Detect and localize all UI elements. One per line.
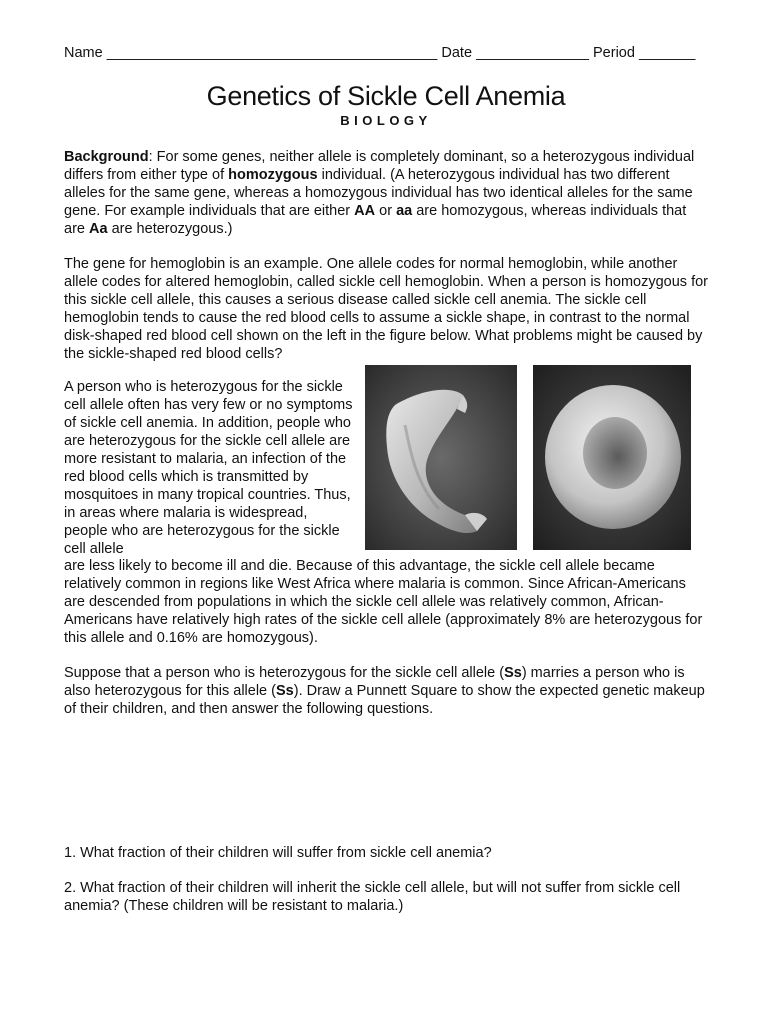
- genotype-aa: aa: [396, 203, 413, 219]
- punnett-instructions: [64, 664, 708, 718]
- genotype-AA: AA: [354, 203, 376, 219]
- date-label: Date: [441, 45, 473, 61]
- background-text: individual. (A heterozygous individual has two different alleles for the same gene, whereas a homozygous individual has two identical alleles for the same gene. For example individuals that are either: [64, 167, 693, 219]
- instruction-text: ). Draw a Punnett Square to show the expected genetic makeup of their children, and then answer the following questions.: [64, 683, 705, 717]
- date-blank: ______________: [476, 45, 589, 61]
- instruction-text: Suppose that a person who is heterozygous for the sickle cell allele (: [64, 665, 505, 681]
- student-info-line: [64, 45, 708, 61]
- background-text: are heterozygous.): [107, 221, 233, 237]
- period-label: Period: [593, 45, 635, 61]
- question-2: 2. What fraction of their children will inherit the sickle cell allele, but will not suffer from sickle cell anemia? (These children will be resistant to malaria.): [64, 880, 681, 914]
- background-paragraph: [64, 148, 708, 238]
- red-blood-cell-figure: [365, 365, 692, 550]
- question-1: 1. What fraction of their children will suffer from sickle cell anemia?: [64, 845, 492, 861]
- genotype-Aa: Aa: [89, 221, 108, 237]
- heterozygous-paragraph-continued: are less likely to become ill and die. Because of this advantage, the sickle cell allele became relatively common in regions like West Africa where malaria is common. Since African-Americans are descended from populations in which the sickle cell allele was relatively common, African-Americans have relatively high rates of the sickle cell allele (approximately 8% are heterozygous for this allele and 0.16% are homozygous).: [64, 558, 703, 646]
- period-blank: _______: [638, 45, 696, 61]
- subject-subtitle: BIOLOGY: [340, 113, 432, 128]
- hemoglobin-paragraph: The gene for hemoglobin is an example. One allele codes for normal hemoglobin, while another allele codes for altered hemoglobin, called sickle cell hemoglobin. When a person is homozygous for this sickle cell allele, this causes a serious disease called sickle cell anemia. The sickle cell hemoglobin tends to cause the red blood cells to assume a sickle shape, in contrast to the normal disk-shaped red blood cell shown on the left in the figure below. What problems might be caused by the sickle-shaped red blood cells?: [64, 256, 708, 362]
- background-label: Background: [64, 149, 149, 165]
- normal-cell-photo: [533, 365, 691, 550]
- genotype-Ss: Ss: [504, 665, 522, 681]
- sickle-cell-photo: [365, 365, 517, 550]
- genotype-Ss: Ss: [275, 683, 294, 699]
- term-homozygous: homozygous: [228, 167, 318, 183]
- background-text: are homozygous, whereas individuals that are: [64, 203, 687, 237]
- page-title: Genetics of Sickle Cell Anemia: [206, 81, 566, 111]
- instruction-text: ) marries a person who is also heterozygous for this allele (: [64, 665, 685, 699]
- name-blank: _________________________________________: [106, 45, 438, 61]
- heterozygous-paragraph-wrapped: A person who is heterozygous for the sickle cell allele often has very few or no symptoms of sickle cell anemia. In addition, people who are heterozygous for the sickle cell allele are more resistant to malaria, an infection of the red blood cells which is transmitted by mosquitoes in many tropical countries. Thus, in areas where malaria is widespread, people who are heterozygous for the sickle cell allele: [64, 379, 353, 557]
- background-text: : For some genes, neither allele is completely dominant, so a heterozygous individual differs from either type of: [64, 149, 695, 183]
- background-text: or: [375, 203, 397, 219]
- name-label: Name: [64, 45, 103, 61]
